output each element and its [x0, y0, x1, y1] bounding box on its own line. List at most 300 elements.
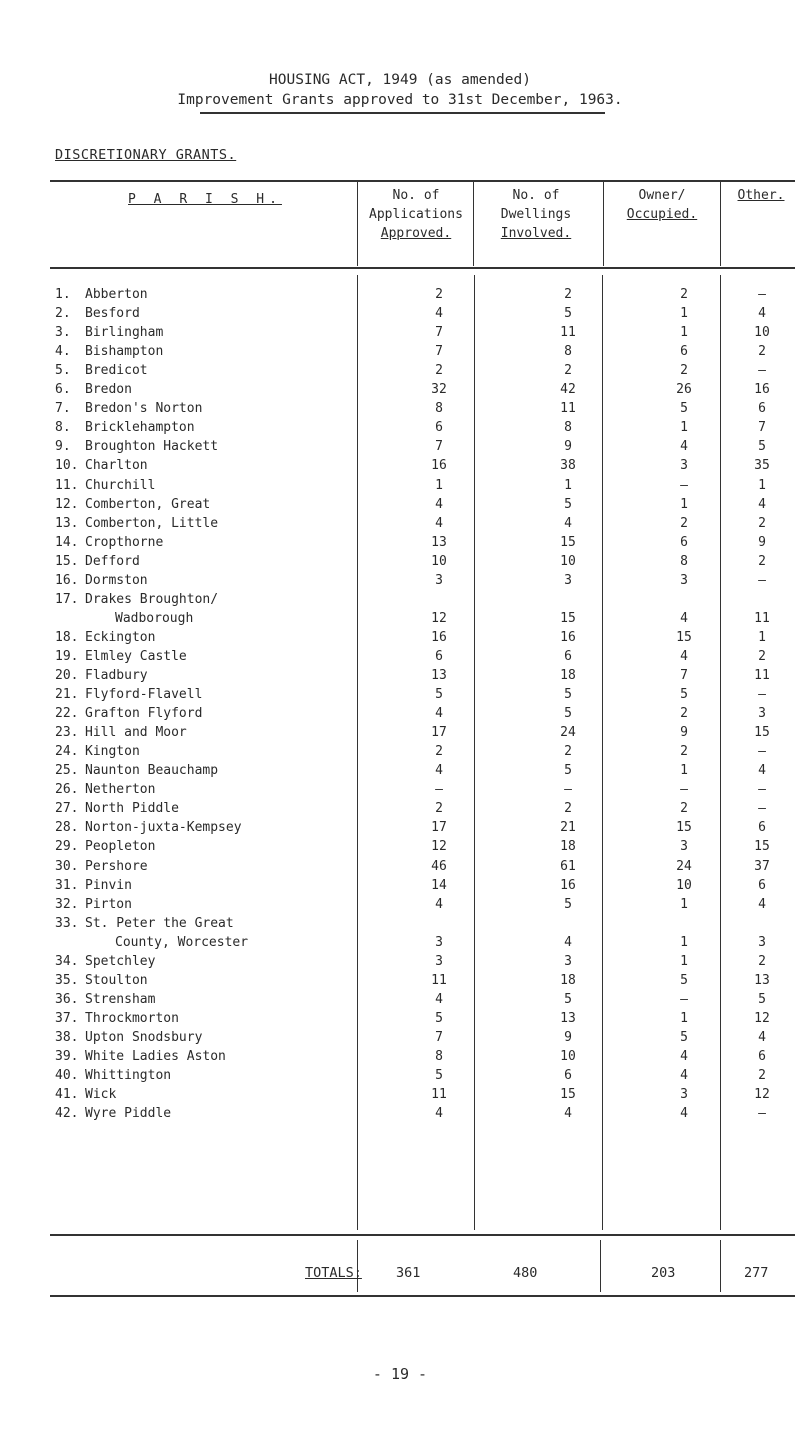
table-row	[0, 744, 800, 763]
row-number: 27.	[55, 801, 79, 817]
cell-dwellings: 3	[564, 572, 572, 588]
cell-owner: 2	[680, 801, 688, 817]
header-other: Other.	[737, 188, 785, 203]
parish-name: Hill and Moor	[85, 725, 187, 741]
parish-name: Drakes Broughton/	[85, 591, 219, 607]
column-divider	[720, 182, 721, 266]
table-row	[0, 630, 800, 649]
parish-name: Wadborough	[115, 610, 194, 626]
cell-applications: 3	[435, 934, 443, 950]
row-number: 23.	[55, 725, 79, 741]
parish-name: Charlton	[85, 458, 148, 474]
parish-name: Wick	[85, 1087, 117, 1103]
parish-name: North Piddle	[85, 801, 179, 817]
cell-other: 35	[754, 458, 770, 474]
cell-other: 15	[754, 725, 770, 741]
parish-name: Dormston	[85, 572, 148, 588]
cell-dwellings: 2	[564, 744, 572, 760]
cell-applications: 8	[435, 1049, 443, 1064]
totals-other: 277	[744, 1265, 769, 1281]
header-dwellings-line: No. of	[512, 188, 560, 203]
cell-owner: 1	[680, 896, 688, 912]
parish-name: Stoulton	[85, 972, 148, 988]
cell-applications: 12	[431, 839, 447, 855]
cell-other: 9	[758, 534, 766, 550]
cell-owner: 3	[680, 572, 688, 588]
cell-other: 3	[758, 934, 766, 950]
cell-applications: 16	[431, 458, 447, 474]
cell-owner: 1	[680, 763, 688, 779]
cell-other: 2	[758, 515, 766, 531]
cell-other: –	[758, 1106, 766, 1122]
cell-owner: –	[680, 782, 688, 798]
parish-name: Bredicot	[85, 363, 148, 379]
cell-applications: 2	[435, 801, 443, 817]
cell-owner: 6	[680, 534, 688, 550]
cell-owner: 8	[680, 553, 688, 569]
row-number: 19.	[55, 648, 79, 664]
parish-name: Besford	[85, 306, 140, 322]
cell-dwellings: 10	[560, 553, 576, 569]
cell-other: –	[758, 744, 766, 760]
row-number: 6.	[55, 382, 71, 398]
row-number: 9.	[55, 439, 71, 455]
cell-applications: 6	[435, 420, 443, 436]
cell-other: 6	[758, 401, 766, 417]
cell-dwellings: 18	[560, 839, 576, 855]
table-row	[0, 1011, 800, 1030]
table-row	[0, 1106, 800, 1125]
parish-name: Birlingham	[85, 325, 164, 341]
table-row	[0, 478, 800, 497]
totals-label: TOTALS:	[305, 1265, 362, 1281]
cell-applications: 8	[435, 401, 443, 417]
cell-owner: 5	[680, 1029, 688, 1045]
row-number: 4.	[55, 344, 71, 360]
row-number: 2.	[55, 306, 71, 322]
cell-owner: 6	[680, 344, 688, 360]
body-bottom-rule	[50, 1234, 795, 1236]
cell-other: 10	[754, 325, 770, 341]
row-number: 34.	[55, 953, 79, 969]
cell-applications: 10	[431, 553, 447, 569]
document-subtitle: Improvement Grants approved to 31st December, 1963.	[177, 92, 623, 108]
row-number: 36.	[55, 991, 79, 1007]
row-number: 10.	[55, 458, 79, 474]
row-number: 7.	[55, 401, 71, 417]
cell-owner: 1	[680, 306, 688, 322]
cell-other: 2	[758, 344, 766, 360]
table-row	[0, 1030, 800, 1049]
totals-applications: 361	[396, 1265, 421, 1281]
row-number: 41.	[55, 1087, 79, 1103]
table-row	[0, 287, 800, 306]
parish-name: Bredon's Norton	[85, 401, 203, 417]
cell-dwellings: 38	[560, 458, 576, 474]
parish-name: Peopleton	[85, 839, 156, 855]
table-row	[0, 458, 800, 477]
cell-dwellings: 2	[564, 363, 572, 379]
page-number: - 19 -	[372, 1365, 428, 1383]
row-number: 20.	[55, 668, 79, 683]
cell-owner: 2	[680, 363, 688, 379]
cell-applications: 2	[435, 287, 443, 302]
table-row	[0, 554, 800, 573]
row-number: 18.	[55, 629, 79, 645]
row-number: 13.	[55, 515, 79, 531]
parish-name: Abberton	[85, 287, 148, 302]
parish-name: Grafton Flyford	[85, 706, 203, 722]
header-applications-line: Approved.	[380, 226, 452, 241]
row-number: 31.	[55, 877, 79, 893]
row-number: 11.	[55, 477, 79, 493]
table-row	[0, 401, 800, 420]
section-title: DISCRETIONARY GRANTS.	[55, 147, 237, 163]
header-dwellings-line: Involved.	[500, 226, 572, 241]
cell-dwellings: 4	[564, 1106, 572, 1122]
parish-name: Pirton	[85, 896, 132, 912]
cell-applications: 12	[431, 610, 447, 626]
cell-applications: 4	[435, 1106, 443, 1122]
cell-dwellings: 2	[564, 801, 572, 817]
header-applications-line: Applications	[369, 207, 463, 222]
cell-applications: 4	[435, 496, 443, 512]
row-number: 42.	[55, 1106, 79, 1122]
totals-dwellings: 480	[513, 1265, 538, 1281]
cell-owner: 3	[680, 1087, 688, 1103]
table-row	[0, 420, 800, 439]
table-row	[0, 916, 800, 954]
cell-owner: 7	[680, 668, 688, 683]
cell-dwellings: 15	[560, 534, 576, 550]
table-row	[0, 725, 800, 744]
table-row	[0, 687, 800, 706]
cell-other: 13	[754, 972, 770, 988]
cell-owner: 5	[680, 687, 688, 703]
parish-name: Netherton	[85, 782, 156, 798]
cell-dwellings: 11	[560, 325, 576, 341]
table-row	[0, 306, 800, 325]
cell-dwellings: 13	[560, 1010, 576, 1026]
cell-owner: 2	[680, 744, 688, 760]
cell-owner: 24	[676, 858, 692, 874]
cell-applications: 16	[431, 629, 447, 645]
row-number: 16.	[55, 572, 79, 588]
cell-other: –	[758, 287, 766, 302]
column-divider	[600, 1240, 601, 1292]
parish-name: Elmley Castle	[85, 648, 187, 664]
cell-dwellings: 18	[560, 668, 576, 683]
table-row	[0, 878, 800, 897]
cell-applications: 4	[435, 306, 443, 322]
row-number: 37.	[55, 1010, 79, 1026]
cell-other: 37	[754, 858, 770, 874]
cell-dwellings: 5	[564, 306, 572, 322]
cell-dwellings: 8	[564, 420, 572, 436]
table-row	[0, 573, 800, 592]
parish-name: Eckington	[85, 629, 156, 645]
cell-applications: 2	[435, 363, 443, 379]
cell-owner: 2	[680, 706, 688, 722]
header-parish: P A R I S H.	[128, 192, 282, 207]
cell-other: 2	[758, 648, 766, 664]
cell-owner: –	[680, 991, 688, 1007]
table-row	[0, 1087, 800, 1106]
cell-dwellings: 11	[560, 401, 576, 417]
table-row	[0, 535, 800, 554]
parish-name: Comberton, Little	[85, 515, 219, 531]
cell-dwellings: 2	[564, 287, 572, 302]
row-number: 33.	[55, 915, 79, 931]
table-row	[0, 668, 800, 687]
cell-other: 4	[758, 1029, 766, 1045]
parish-name: Comberton, Great	[85, 496, 211, 512]
cell-other: 5	[758, 439, 766, 455]
cell-owner: 15	[676, 820, 692, 836]
parish-name: St. Peter the Great	[85, 915, 234, 931]
cell-applications: 1	[435, 477, 443, 493]
title-rule	[200, 112, 605, 114]
cell-other: 4	[758, 496, 766, 512]
cell-applications: 5	[435, 687, 443, 703]
cell-owner: 4	[680, 648, 688, 664]
cell-owner: 10	[676, 877, 692, 893]
parish-name: Churchill	[85, 477, 156, 493]
cell-applications: 14	[431, 877, 447, 893]
row-number: 30.	[55, 858, 79, 874]
parish-name: Bredon	[85, 382, 132, 398]
header-applications-line: No. of	[392, 188, 440, 203]
totals-owner: 203	[651, 1265, 676, 1281]
cell-owner: 3	[680, 839, 688, 855]
cell-dwellings: 21	[560, 820, 576, 836]
cell-applications: 3	[435, 953, 443, 969]
row-number: 35.	[55, 972, 79, 988]
cell-other: 11	[754, 610, 770, 626]
cell-other: 6	[758, 1049, 766, 1064]
parish-name: Bishampton	[85, 344, 164, 360]
cell-dwellings: 24	[560, 725, 576, 741]
cell-owner: 4	[680, 1068, 688, 1084]
table-row	[0, 1049, 800, 1068]
row-number: 1.	[55, 287, 71, 302]
cell-applications: 17	[431, 725, 447, 741]
cell-other: 4	[758, 763, 766, 779]
table-row	[0, 973, 800, 992]
cell-dwellings: 15	[560, 1087, 576, 1103]
column-divider	[473, 182, 474, 266]
cell-applications: 11	[431, 972, 447, 988]
cell-dwellings: 5	[564, 687, 572, 703]
row-number: 5.	[55, 363, 71, 379]
parish-name: Upton Snodsbury	[85, 1029, 203, 1045]
cell-applications: 3	[435, 572, 443, 588]
header-bottom-rule	[50, 267, 795, 269]
cell-other: –	[758, 687, 766, 703]
header-applications	[360, 186, 472, 243]
table-row	[0, 516, 800, 535]
cell-dwellings: 8	[564, 344, 572, 360]
cell-dwellings: 6	[564, 648, 572, 664]
cell-applications: 4	[435, 991, 443, 1007]
cell-applications: 7	[435, 439, 443, 455]
cell-dwellings: 3	[564, 953, 572, 969]
row-number: 15.	[55, 553, 79, 569]
cell-dwellings: 16	[560, 877, 576, 893]
cell-other: 12	[754, 1010, 770, 1026]
header-owner-occupied	[605, 186, 719, 224]
cell-dwellings: 61	[560, 858, 576, 874]
row-number: 3.	[55, 325, 71, 341]
cell-applications: 4	[435, 515, 443, 531]
cell-owner: 26	[676, 382, 692, 398]
cell-other: –	[758, 782, 766, 798]
table-bottom-rule	[50, 1295, 795, 1297]
parish-name: Naunton Beauchamp	[85, 763, 219, 779]
cell-other: 5	[758, 991, 766, 1007]
cell-dwellings: 10	[560, 1049, 576, 1064]
cell-applications: 7	[435, 325, 443, 341]
header-dwellings-line: Dwellings	[500, 207, 572, 222]
cell-owner: 5	[680, 972, 688, 988]
parish-name: Whittington	[85, 1068, 172, 1084]
header-owner-line: Occupied.	[626, 207, 698, 222]
cell-owner: 2	[680, 287, 688, 302]
cell-dwellings: 6	[564, 1068, 572, 1084]
cell-other: –	[758, 801, 766, 817]
cell-applications: 46	[431, 858, 447, 874]
cell-dwellings: 5	[564, 763, 572, 779]
table-row	[0, 706, 800, 725]
cell-owner: 1	[680, 953, 688, 969]
parish-name: Spetchley	[85, 953, 156, 969]
row-number: 21.	[55, 687, 79, 703]
cell-owner: 1	[680, 1010, 688, 1026]
parish-name: Wyre Piddle	[85, 1106, 172, 1122]
cell-other: 6	[758, 820, 766, 836]
cell-dwellings: 5	[564, 896, 572, 912]
cell-owner: 4	[680, 610, 688, 626]
cell-dwellings: 4	[564, 515, 572, 531]
cell-other: 2	[758, 1068, 766, 1084]
cell-dwellings: 18	[560, 972, 576, 988]
document-title: HOUSING ACT, 1949 (as amended)	[269, 72, 531, 88]
cell-dwellings: 4	[564, 934, 572, 950]
row-number: 17.	[55, 591, 79, 607]
cell-applications: 5	[435, 1068, 443, 1084]
cell-other: 2	[758, 953, 766, 969]
parish-name: White Ladies Aston	[85, 1049, 226, 1064]
cell-dwellings: 9	[564, 439, 572, 455]
cell-applications: 7	[435, 344, 443, 360]
table-row	[0, 782, 800, 801]
cell-dwellings: 5	[564, 706, 572, 722]
table-row	[0, 859, 800, 878]
table-row	[0, 897, 800, 916]
row-number: 8.	[55, 420, 71, 436]
cell-other: 15	[754, 839, 770, 855]
cell-applications: 32	[431, 382, 447, 398]
cell-dwellings: 1	[564, 477, 572, 493]
cell-other: 11	[754, 668, 770, 683]
parish-name: Pinvin	[85, 877, 132, 893]
row-number: 26.	[55, 782, 79, 798]
cell-other: 4	[758, 306, 766, 322]
parish-name: Broughton Hackett	[85, 439, 219, 455]
table-row	[0, 439, 800, 458]
cell-applications: 4	[435, 763, 443, 779]
cell-applications: 4	[435, 896, 443, 912]
row-number: 14.	[55, 534, 79, 550]
cell-other: 7	[758, 420, 766, 436]
column-divider	[603, 182, 604, 266]
table-row	[0, 325, 800, 344]
cell-owner: 15	[676, 629, 692, 645]
cell-dwellings: 16	[560, 629, 576, 645]
table-row	[0, 649, 800, 668]
cell-owner: –	[680, 477, 688, 493]
column-divider	[720, 1240, 721, 1292]
cell-owner: 4	[680, 439, 688, 455]
cell-other: 2	[758, 553, 766, 569]
cell-applications: –	[435, 782, 443, 798]
table-row	[0, 344, 800, 363]
cell-owner: 4	[680, 1106, 688, 1122]
row-number: 22.	[55, 706, 79, 722]
cell-other: 1	[758, 477, 766, 493]
cell-applications: 13	[431, 668, 447, 683]
cell-applications: 2	[435, 744, 443, 760]
column-divider	[357, 182, 358, 266]
cell-dwellings: 9	[564, 1029, 572, 1045]
cell-applications: 7	[435, 1029, 443, 1045]
cell-dwellings: 5	[564, 991, 572, 1007]
row-number: 32.	[55, 896, 79, 912]
cell-applications: 6	[435, 648, 443, 664]
parish-name: Flyford-Flavell	[85, 687, 203, 703]
row-number: 25.	[55, 763, 79, 779]
table-top-rule	[50, 180, 795, 182]
cell-other: –	[758, 572, 766, 588]
cell-owner: 1	[680, 934, 688, 950]
table-row	[0, 763, 800, 782]
table-row	[0, 497, 800, 516]
parish-name: Kington	[85, 744, 140, 760]
header-owner-line: Owner/	[638, 188, 686, 203]
table-row	[0, 820, 800, 839]
row-number: 40.	[55, 1068, 79, 1084]
parish-name: Fladbury	[85, 668, 148, 683]
table-row	[0, 382, 800, 401]
cell-other: 6	[758, 877, 766, 893]
table-row	[0, 1068, 800, 1087]
cell-other: 4	[758, 896, 766, 912]
table-row	[0, 839, 800, 858]
header-dwellings	[476, 186, 596, 243]
cell-other: 1	[758, 629, 766, 645]
table-row	[0, 801, 800, 820]
cell-owner: 1	[680, 325, 688, 341]
row-number: 38.	[55, 1029, 79, 1045]
cell-owner: 2	[680, 515, 688, 531]
cell-applications: 4	[435, 706, 443, 722]
row-number: 28.	[55, 820, 79, 836]
cell-owner: 4	[680, 1049, 688, 1064]
cell-other: 16	[754, 382, 770, 398]
cell-applications: 13	[431, 534, 447, 550]
cell-applications: 17	[431, 820, 447, 836]
cell-dwellings: 42	[560, 382, 576, 398]
